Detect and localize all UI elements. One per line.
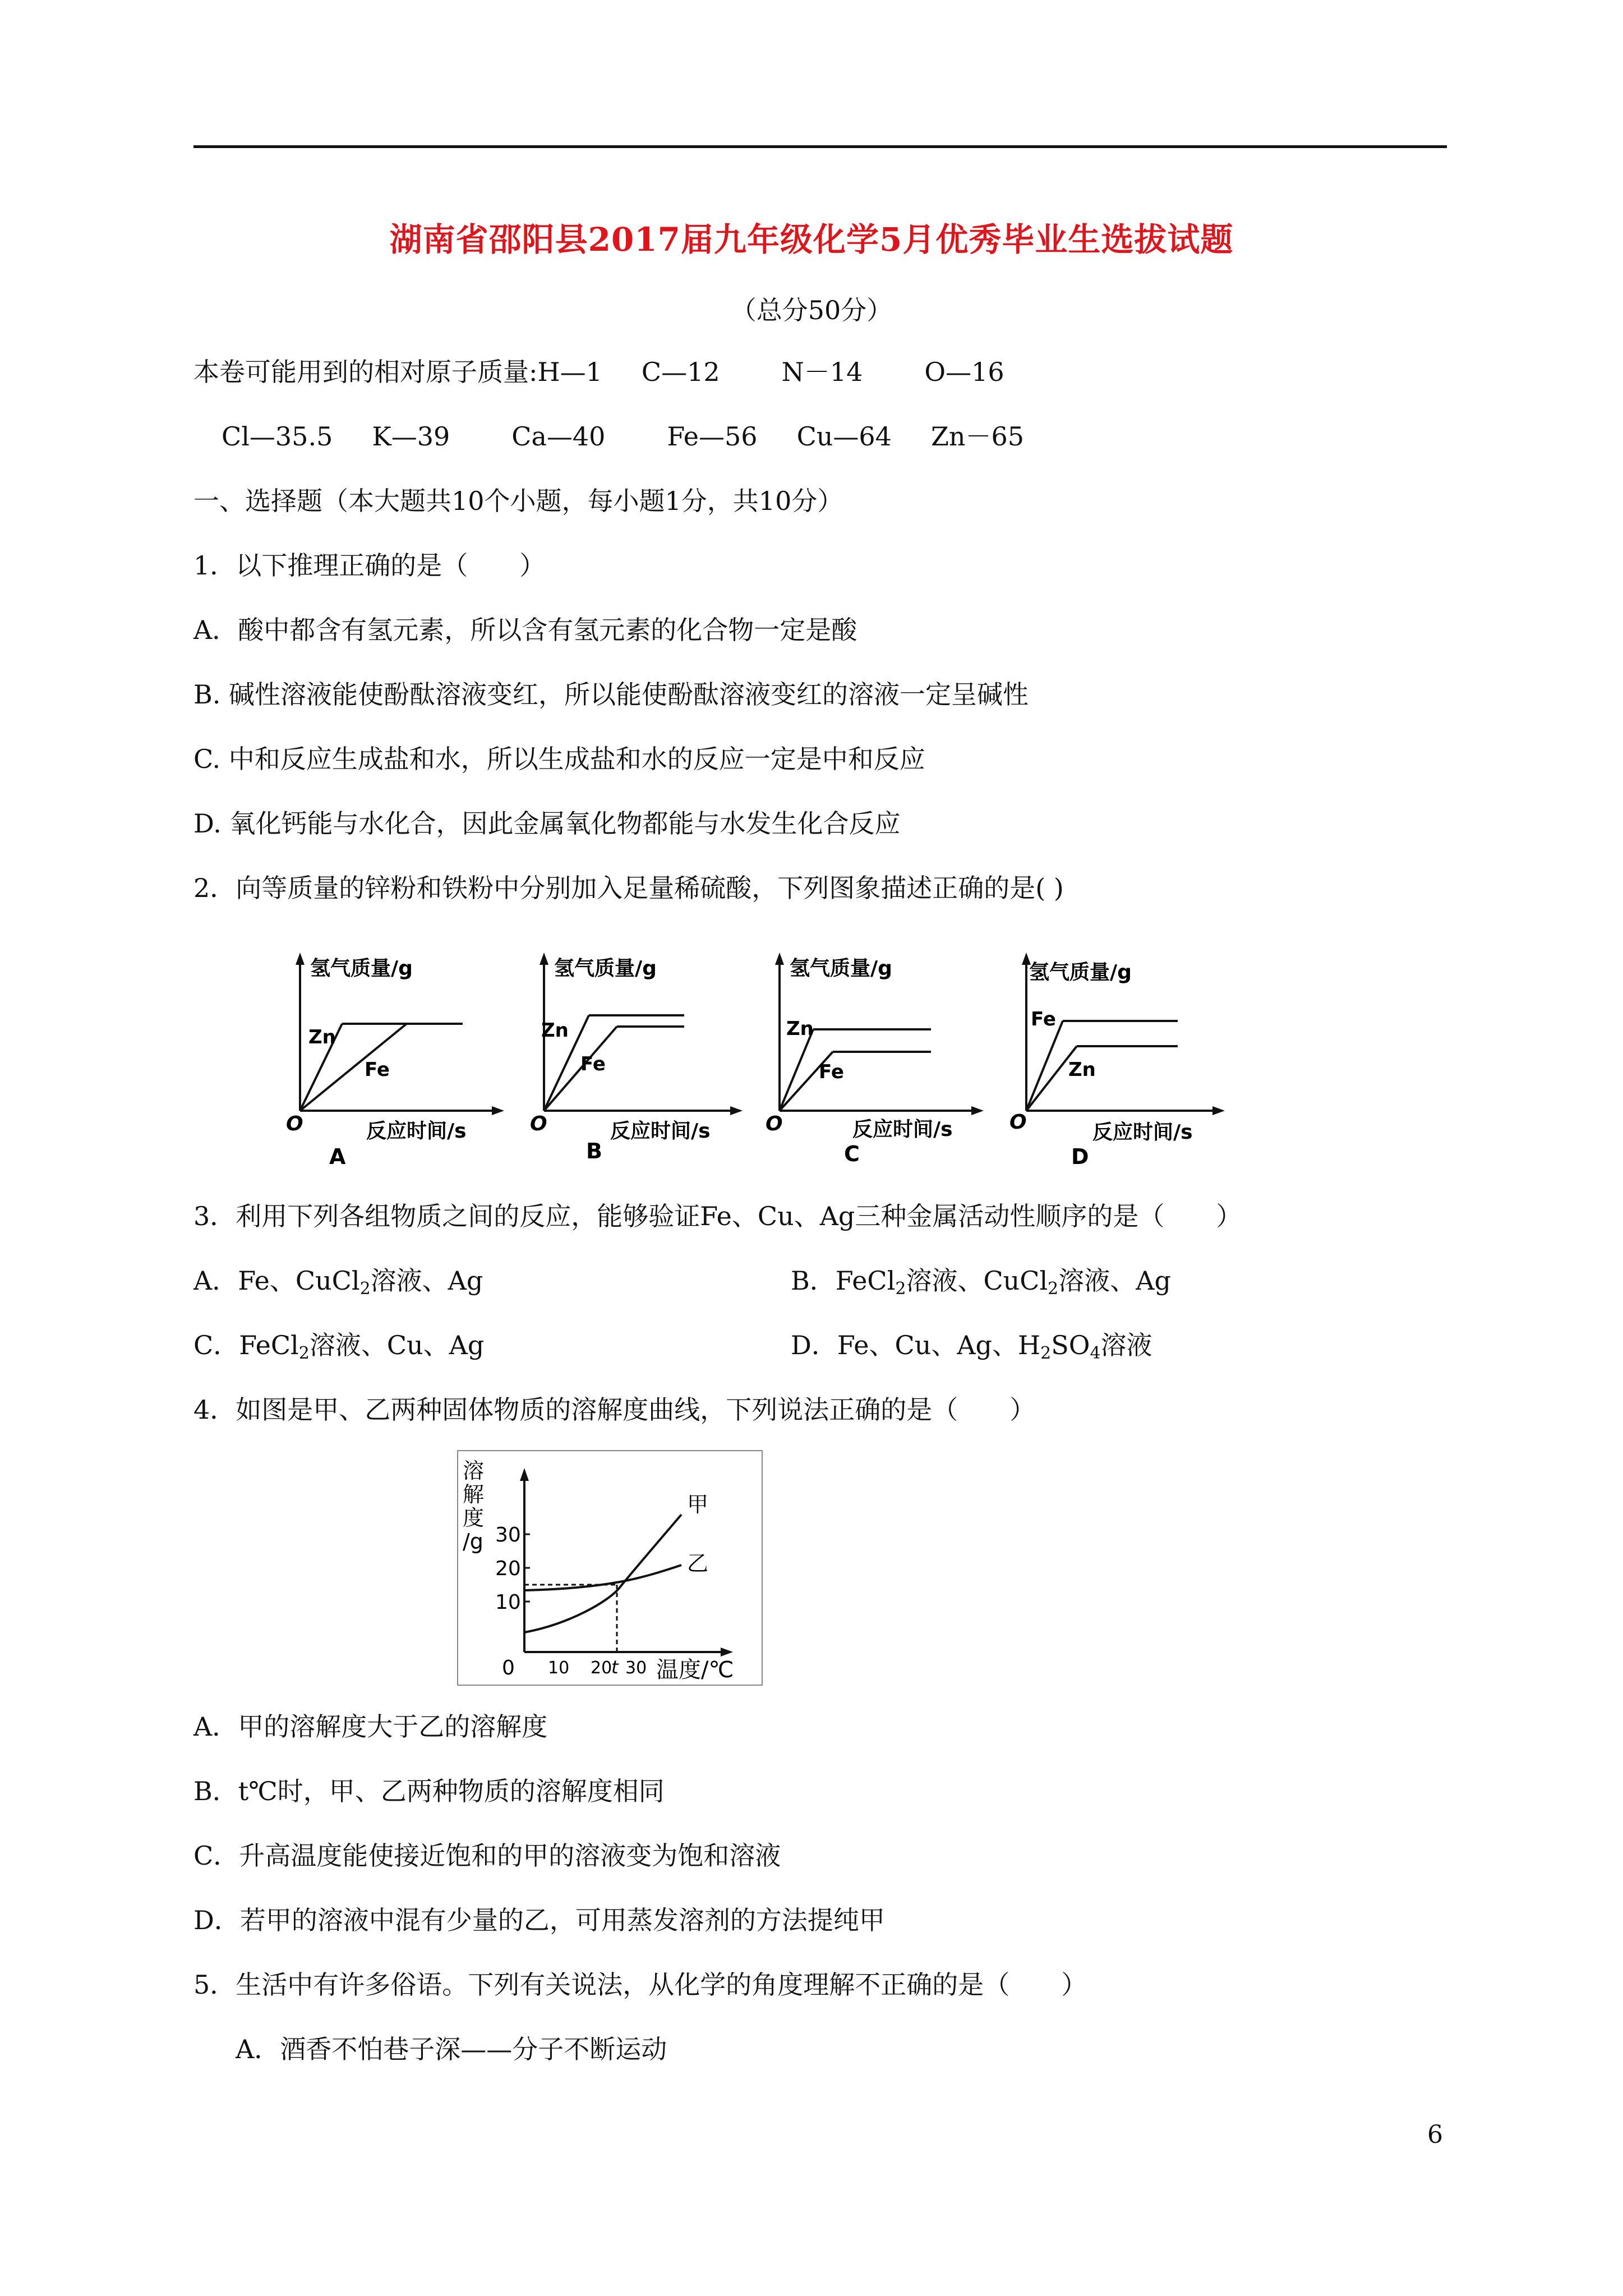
q4-origin: 0 — [502, 1657, 515, 1680]
q5-stem: 5．生活中有许多俗语。下列有关说法，从化学的角度理解不正确的是（ ） — [193, 1970, 1087, 2000]
q2-a-origin: O — [286, 1112, 303, 1135]
q2-graphs — [258, 948, 1234, 1178]
q4-ylabel-char-2: 解 — [463, 1482, 485, 1507]
exam-title: 湖南省邵阳县2017届九年级化学5月优秀毕业生选拔试题 — [389, 220, 1234, 259]
mass-fe: Fe—56 — [667, 421, 758, 452]
q4-xtick-t: t — [611, 1657, 619, 1678]
q1-option-b: B. 碱性溶液能使酚酞溶液变红，所以能使酚酞溶液变红的溶液一定呈碱性 — [193, 679, 1029, 710]
q2-d-zn-label: Zn — [1068, 1059, 1096, 1081]
mass-k: K—39 — [372, 421, 450, 452]
q2-d-xlabel: 反应时间/s — [1092, 1121, 1193, 1144]
q2-a-ylabel: 氢气质量/g — [310, 957, 413, 980]
q2-graph-a — [286, 953, 504, 1169]
q1-option-a: A．酸中都含有氢元素，所以含有氢元素的化合物一定是酸 — [193, 615, 857, 645]
q4-ylabel-char-4: /g — [463, 1529, 483, 1554]
q2-b-origin: O — [530, 1112, 547, 1135]
q2-b-panel-label: B — [586, 1139, 602, 1163]
mass-ca: Ca—40 — [511, 421, 606, 452]
q2-d-ylabel: 氢气质量/g — [1029, 961, 1132, 984]
q4-option-c: C．升高温度能使接近饱和的甲的溶液变为饱和溶液 — [193, 1841, 781, 1871]
q4-curve-jia-label: 甲 — [687, 1492, 709, 1517]
q4-xtick-30: 30 — [625, 1658, 647, 1678]
atomic-mass-label: 本卷可能用到的相对原子质量: — [193, 357, 538, 387]
q2-d-fe-label: Fe — [1031, 1008, 1056, 1030]
q4-ytick-30: 30 — [495, 1524, 521, 1547]
mass-n: N－14 — [781, 357, 863, 387]
q4-stem: 4．如图是甲、乙两种固体物质的溶解度曲线，下列说法正确的是（ ） — [193, 1395, 1036, 1425]
q1-option-c: C. 中和反应生成盐和水，所以生成盐和水的反应一定是中和反应 — [193, 744, 925, 774]
q4-xtick-20: 20 — [591, 1658, 612, 1678]
q4-ylabel-char-1: 溶 — [463, 1458, 485, 1483]
q2-graph-d — [1009, 953, 1225, 1169]
q2-a-zn-label: Zn — [308, 1026, 336, 1048]
q4-ytick-20: 20 — [495, 1557, 521, 1580]
q2-stem: 2．向等质量的锌粉和铁粉中分别加入足量稀硫酸，下列图象描述正确的是( ) — [193, 873, 1064, 903]
q2-b-xlabel: 反应时间/s — [610, 1120, 711, 1143]
q4-curve-yi-label: 乙 — [687, 1551, 709, 1576]
mass-o: O—16 — [924, 357, 1004, 387]
q2-d-panel-label: D — [1071, 1144, 1089, 1169]
q2-b-ylabel: 氢气质量/g — [554, 957, 657, 980]
mass-cl: Cl—35.5 — [222, 421, 333, 452]
q4-solubility-figure — [457, 1450, 763, 1686]
q3-option-c-row — [193, 1330, 1152, 1363]
total-score: （总分50分） — [730, 295, 893, 325]
q2-graph-c — [766, 953, 984, 1166]
q2-d-origin: O — [1009, 1111, 1027, 1134]
q4-ytick-10: 10 — [495, 1591, 521, 1614]
q2-c-xlabel: 反应时间/s — [852, 1118, 953, 1141]
mass-cu: Cu—64 — [796, 421, 892, 452]
q2-a-fe-label: Fe — [365, 1059, 390, 1081]
mass-zn: Zn－65 — [930, 421, 1025, 452]
mass-c: C—12 — [641, 357, 720, 387]
q3-stem: 3．利用下列各组物质之间的反应，能够验证Fe、Cu、Ag三种金属活动性顺序的是（ ） — [193, 1201, 1242, 1231]
q3-option-a: A．Fe、CuCl$_2$溶液、Ag — [193, 1266, 483, 1299]
q2-graph-b — [530, 953, 743, 1163]
q2-b-zn-label: Zn — [541, 1019, 569, 1042]
q3-option-a-row — [193, 1266, 1171, 1299]
q4-option-a: A．甲的溶解度大于乙的溶解度 — [193, 1711, 548, 1742]
header-rule — [193, 145, 1447, 148]
q2-b-fe-label: Fe — [580, 1053, 606, 1075]
page-number: 6 — [1427, 2120, 1443, 2149]
q4-ylabel-char-3: 度 — [463, 1506, 485, 1530]
q2-a-xlabel: 反应时间/s — [366, 1120, 467, 1143]
q1-stem: 1．以下推理正确的是（ ） — [193, 550, 546, 581]
q4-xlabel: 温度/℃ — [656, 1657, 734, 1683]
q4-option-b: B．t℃时，甲、乙两种物质的溶解度相同 — [193, 1776, 665, 1806]
q2-c-panel-label: C — [844, 1142, 860, 1166]
q3-option-b: B．FeCl$_2$溶液、CuCl$_2$溶液、Ag — [791, 1266, 1171, 1299]
q3-option-d: D．Fe、Cu、Ag、$H_2SO_4$溶液 — [791, 1330, 1152, 1363]
q2-c-origin: O — [766, 1112, 783, 1135]
q1-option-d: D. 氧化钙能与水化合，因此金属氧化物都能与水发生化合反应 — [193, 808, 901, 839]
q3-option-c: C．FeCl$_2$溶液、Cu、Ag — [193, 1330, 485, 1363]
q2-c-ylabel: 氢气质量/g — [790, 957, 892, 980]
section-heading: 一、选择题（本大题共10个小题，每小题1分，共10分） — [193, 486, 843, 516]
q2-c-fe-label: Fe — [819, 1061, 844, 1083]
mass-h: H—1 — [537, 357, 602, 387]
q4-xtick-10: 10 — [548, 1658, 570, 1678]
atomic-mass-line-2 — [222, 421, 1025, 452]
q2-a-panel-label: A — [329, 1144, 346, 1169]
atomic-mass-line-1 — [193, 359, 1004, 385]
q5-option-a: A．酒香不怕巷子深——分子不断运动 — [236, 2034, 667, 2064]
q4-option-d: D．若甲的溶液中混有少量的乙，可用蒸发溶剂的方法提纯甲 — [193, 1905, 885, 1935]
q2-c-zn-label: Zn — [786, 1018, 814, 1040]
